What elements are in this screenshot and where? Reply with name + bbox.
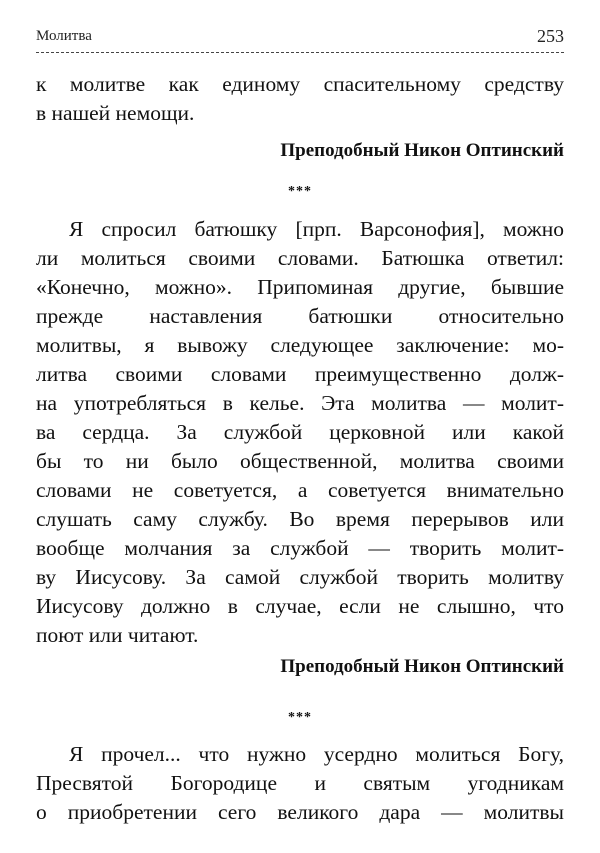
text-line: ва сердца. За службой церковной или какой [36,420,564,444]
paragraph-prayer-gift [36,740,564,827]
text-line: о приобретении сего великого дара — молитвы [36,800,564,824]
section-title: Молитва [36,28,92,44]
text-line: Иисусову должно в случае, если не слышно, что [36,594,564,618]
text-line: бы то ни было общественной, молитва своими [36,449,564,473]
signature-nikon: Преподобный Никон Оптинский [280,140,564,161]
paragraph-continuation [36,70,564,128]
separator-stars: *** [288,710,312,725]
header-rule [36,52,564,53]
text-line: Я спросил батюшку [прп. Варсонофия], можно [69,217,564,241]
text-line: слушать саму службу. Во время перерывов или [36,507,564,531]
text-line: поют или читают. [36,623,199,647]
text-line: ву Иисусову. За самой службой творить молитву [36,565,564,589]
text-line: прежде наставления батюшки относительно [36,304,564,328]
text-line: «Конечно, можно». Припоминая другие, бывшие [36,275,564,299]
text-line: к молитве как единому спасительному средству [36,72,564,96]
text-line: ли молиться своими словами. Батюшка ответил: [36,246,564,270]
text-line: молитвы, я вывожу следующее заключение: мо- [36,333,564,357]
page-number: 253 [537,26,564,46]
text-line: на употребляться в келье. Эта молитва — молит- [36,391,564,415]
text-line: литва своими словами преимущественно долж- [36,362,564,386]
running-header [36,26,564,50]
text-line: Пресвятой Богородице и святым угодникам [36,771,564,795]
text-line: Я прочел... что нужно усердно молиться Богу, [69,742,564,766]
text-line: вообще молчания за службой — творить молит- [36,536,564,560]
text-line: словами не советуется, а советуется внимательно [36,478,564,502]
separator-stars: *** [288,184,312,199]
text-line: в нашей немощи. [36,101,195,125]
signature-nikon: Преподобный Никон Оптинский [280,656,564,677]
paragraph-varsonofy [36,215,564,650]
